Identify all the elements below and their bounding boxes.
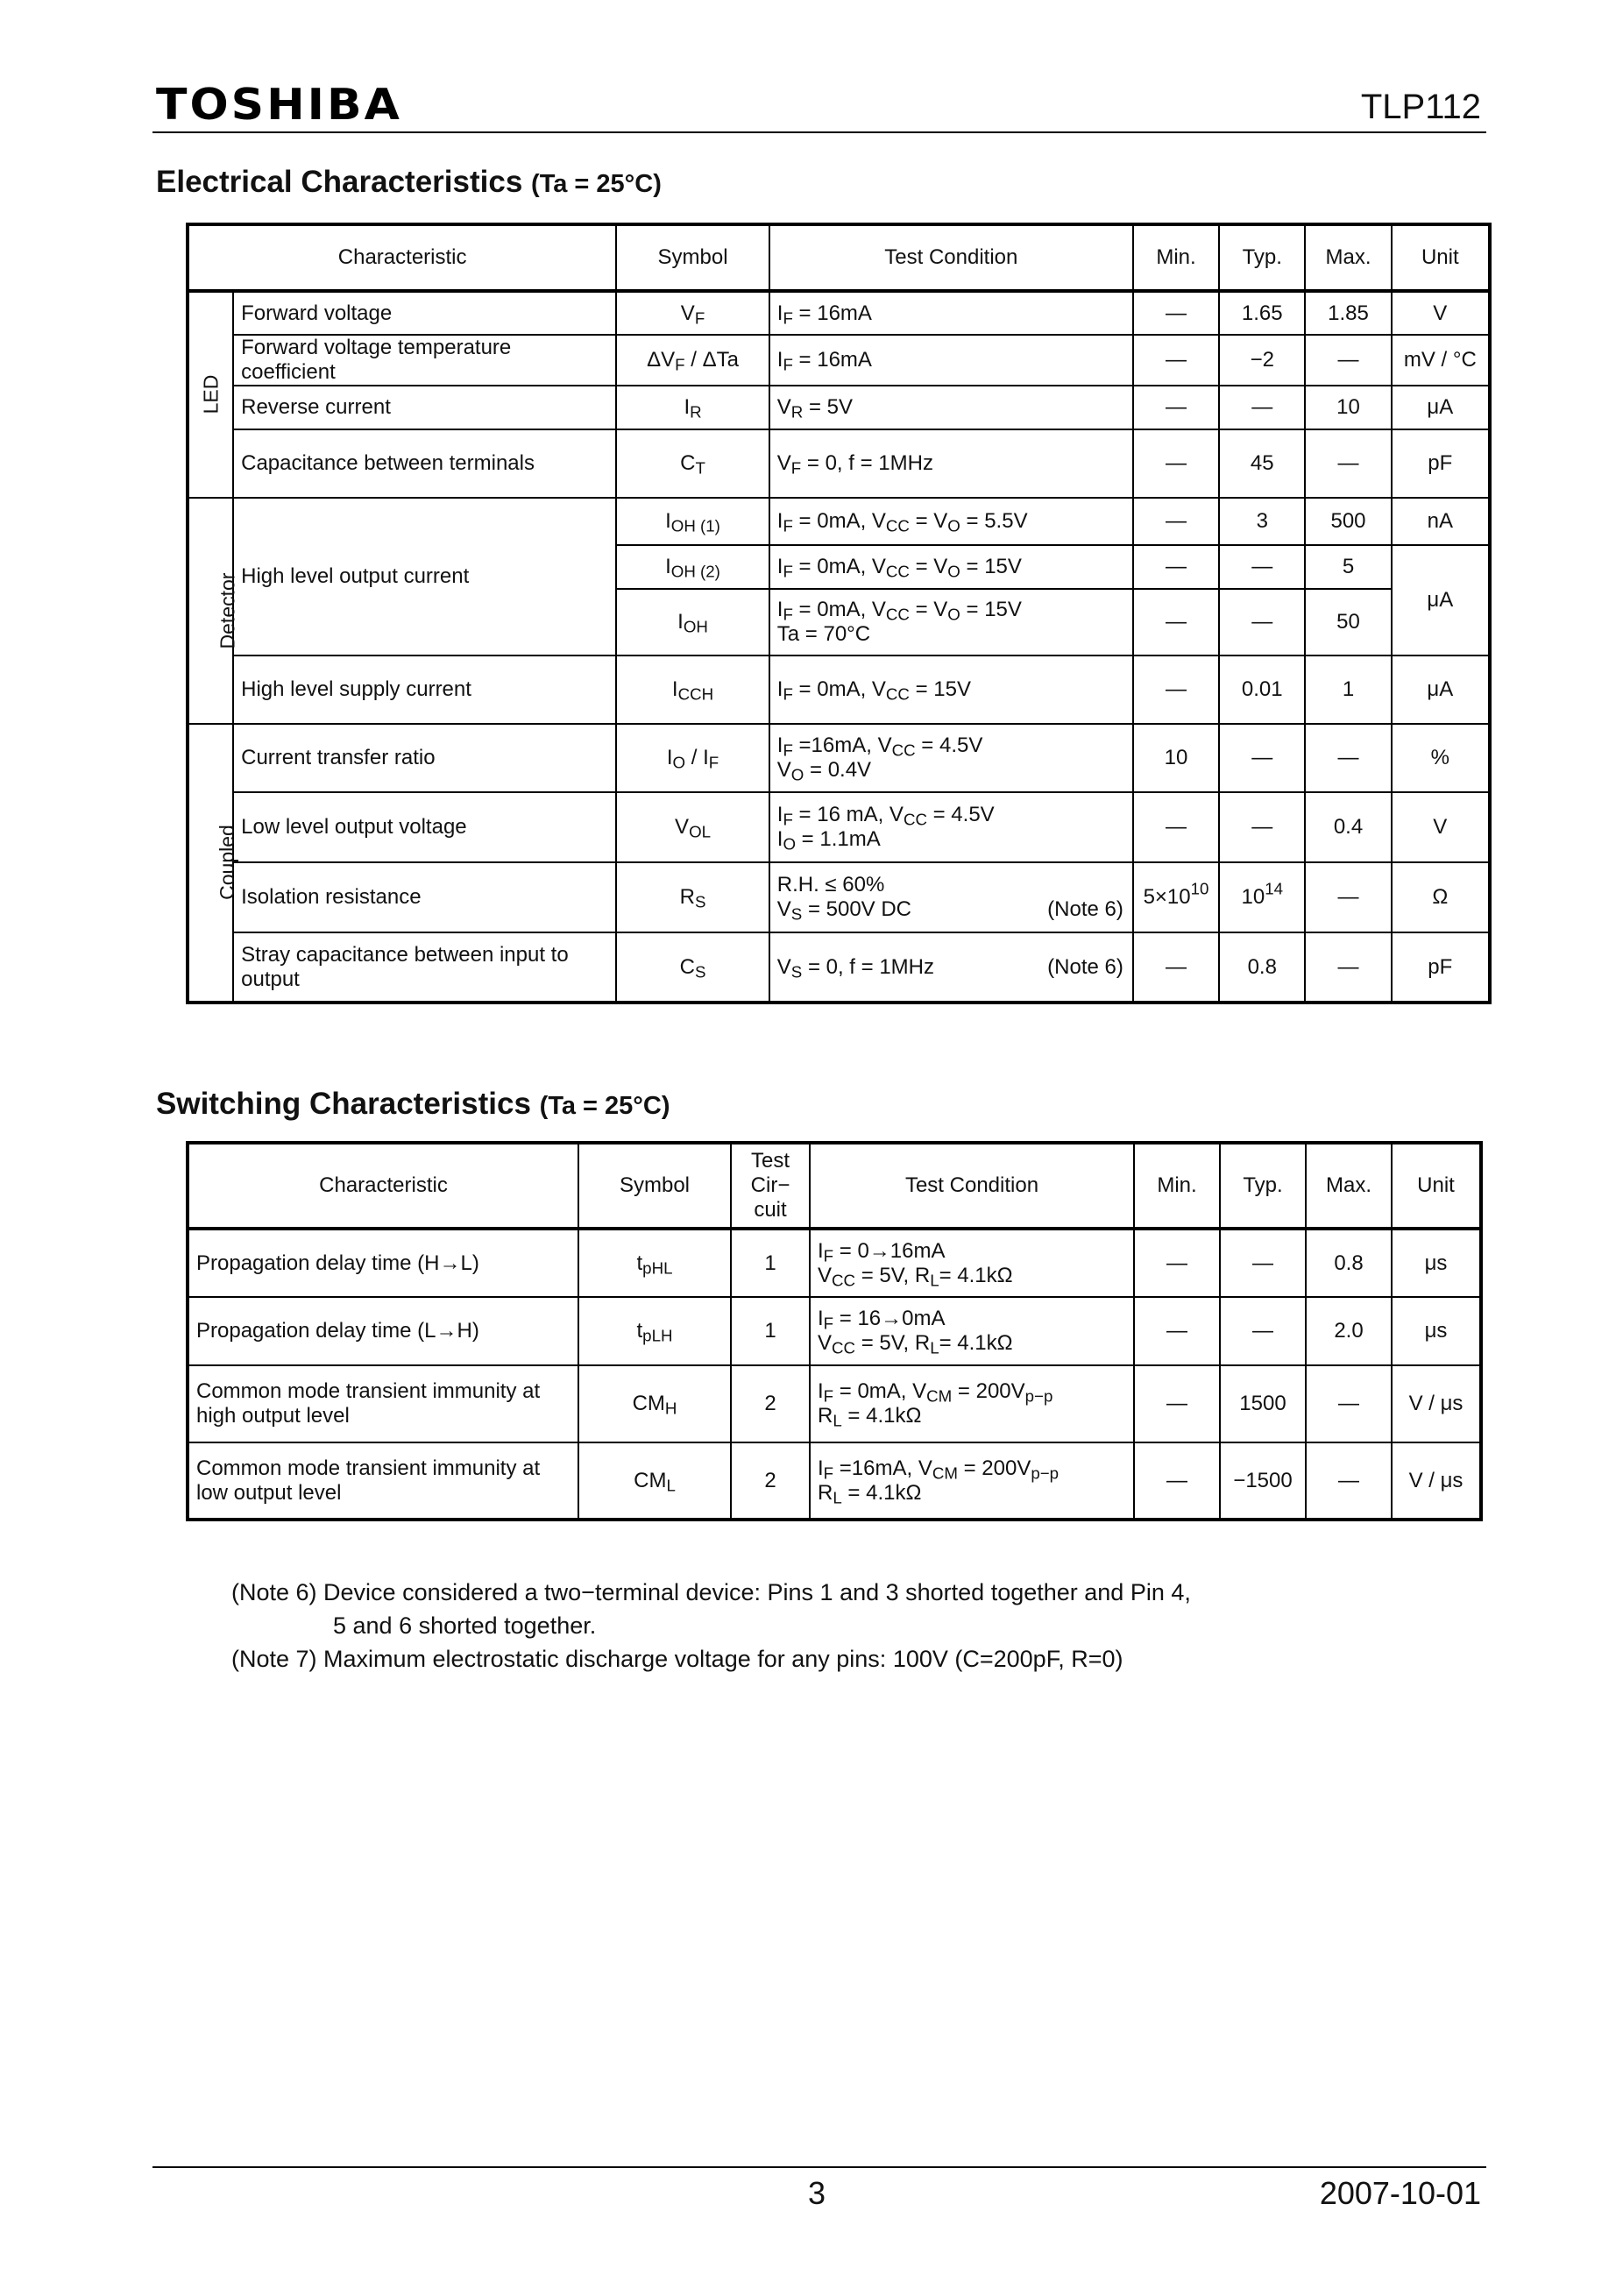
min-value: — bbox=[1133, 335, 1219, 386]
header-rule bbox=[152, 131, 1486, 133]
test-condition: $I_F = 0mA$, $V_{CC} = 15V$ bbox=[769, 655, 1133, 724]
group-detector-label: Detector bbox=[216, 572, 239, 648]
typ-value: — bbox=[1219, 589, 1305, 655]
unit: mV / °C bbox=[1392, 335, 1490, 386]
typ-value: 1.65 bbox=[1219, 291, 1305, 335]
min-value: — bbox=[1133, 386, 1219, 429]
test-condition: $I_F = 0mA$, $V_{CC} = V_O = 5.5V$ bbox=[769, 498, 1133, 545]
col-unit: Unit bbox=[1392, 224, 1490, 291]
min-value: — bbox=[1133, 545, 1219, 589]
symbol: $I_{CCH}$ bbox=[616, 655, 769, 724]
typ-value: 45 bbox=[1219, 429, 1305, 498]
test-circuit: 2 bbox=[731, 1365, 810, 1442]
min-value: — bbox=[1133, 792, 1219, 862]
symbol: $CM_H$ bbox=[578, 1365, 731, 1442]
char-name: High level supply current bbox=[233, 655, 616, 724]
test-condition: $I_F = 16mA$ bbox=[769, 291, 1133, 335]
table-header-row bbox=[188, 1143, 1481, 1229]
test-condition: $I_F = 16$ mA, $V_{CC} = 4.5V$ $I_O = 1.1mA$ bbox=[769, 792, 1133, 862]
group-coupled-label: Coupled bbox=[215, 825, 238, 900]
min-value: — bbox=[1133, 291, 1219, 335]
note-6-continued: 5 and 6 shorted together. bbox=[333, 1612, 597, 1639]
min-value: — bbox=[1134, 1442, 1220, 1520]
table-header-row bbox=[188, 224, 1490, 291]
max-value: — bbox=[1305, 862, 1391, 932]
min-value: — bbox=[1134, 1365, 1220, 1442]
typ-value: 0.8 bbox=[1219, 932, 1305, 1003]
table-row bbox=[188, 1297, 1481, 1365]
electrical-title-cond: (Ta = 25°C) bbox=[531, 170, 662, 198]
typ-value: 1500 bbox=[1220, 1365, 1306, 1442]
electrical-title bbox=[156, 163, 662, 203]
symbol: $R_S$ bbox=[616, 862, 769, 932]
max-value: 50 bbox=[1305, 589, 1391, 655]
col-typ: Typ. bbox=[1219, 224, 1305, 291]
electrical-title-text: Electrical Characteristics bbox=[156, 165, 523, 199]
symbol: $t_{pLH}$ bbox=[578, 1297, 731, 1365]
unit: % bbox=[1392, 724, 1490, 792]
symbol: $C_S$ bbox=[616, 932, 769, 1003]
unit: Ω bbox=[1392, 862, 1490, 932]
table-row bbox=[188, 429, 1490, 498]
test-condition: $I_F = 0mA$, $V_{CC} = V_O = 15V$ bbox=[769, 545, 1133, 589]
max-value: 10 bbox=[1305, 386, 1391, 429]
max-value: — bbox=[1305, 932, 1391, 1003]
notes bbox=[231, 1576, 1191, 1676]
symbol: $I_{OH (2)}$ bbox=[616, 545, 769, 589]
symbol: $V_F$ bbox=[616, 291, 769, 335]
max-value: 0.4 bbox=[1305, 792, 1391, 862]
note-ref: (Note 6) bbox=[1047, 954, 1123, 979]
max-value: 500 bbox=[1305, 498, 1391, 545]
unit: nA bbox=[1392, 498, 1490, 545]
table-row bbox=[188, 792, 1490, 862]
symbol: $V_{OL}$ bbox=[616, 792, 769, 862]
switching-title-cond: (Ta = 25°C) bbox=[539, 1092, 670, 1120]
note-ref: (Note 6) bbox=[1047, 897, 1123, 921]
unit: V / μs bbox=[1392, 1442, 1481, 1520]
table-row bbox=[188, 291, 1490, 335]
char-name: Low level output voltage bbox=[233, 792, 616, 862]
typ-value: 0.01 bbox=[1219, 655, 1305, 724]
min-value: — bbox=[1134, 1297, 1220, 1365]
typ-value: — bbox=[1219, 386, 1305, 429]
test-condition: $I_F = 16\to 0mA$ $V_{CC} = 5V$, $R_L= 4.1k\Omega$ bbox=[810, 1297, 1134, 1365]
unit: V bbox=[1392, 291, 1490, 335]
char-name: High level output current bbox=[233, 498, 616, 655]
electrical-table bbox=[186, 223, 1492, 1004]
table-row bbox=[188, 386, 1490, 429]
char-name: Isolation resistance bbox=[233, 862, 616, 932]
table-row bbox=[188, 335, 1490, 386]
test-condition: $V_F = 0$, f = 1MHz bbox=[769, 429, 1133, 498]
max-value: — bbox=[1306, 1442, 1392, 1520]
max-value: 1 bbox=[1305, 655, 1391, 724]
part-number: TLP112 bbox=[1360, 88, 1481, 126]
test-condition: $I_F = 0mA$, $V_{CM} = 200V_{p-p}$ $R_L = 4.1k\Omega$ bbox=[810, 1365, 1134, 1442]
col-unit: Unit bbox=[1392, 1143, 1481, 1229]
char-name: Forward voltage bbox=[233, 291, 616, 335]
symbol: $I_R$ bbox=[616, 386, 769, 429]
test-condition: $V_R = 5V$ bbox=[769, 386, 1133, 429]
typ-value: — bbox=[1220, 1297, 1306, 1365]
min-value: $5\times 10^{10}$ bbox=[1133, 862, 1219, 932]
max-value: 1.85 bbox=[1305, 291, 1391, 335]
unit: pF bbox=[1392, 932, 1490, 1003]
typ-value: — bbox=[1219, 545, 1305, 589]
unit: V bbox=[1392, 792, 1490, 862]
max-value: — bbox=[1305, 724, 1391, 792]
symbol: $I_O / I_F$ bbox=[616, 724, 769, 792]
max-value: 0.8 bbox=[1306, 1229, 1392, 1297]
toshiba-logo: TOSHIBA bbox=[156, 80, 402, 131]
test-condition: R.H. ≤ 60% $V_S = 500V$ DC (Note 6) bbox=[769, 862, 1133, 932]
col-characteristic: Characteristic bbox=[188, 224, 616, 291]
min-value: 10 bbox=[1133, 724, 1219, 792]
table-row bbox=[188, 862, 1490, 932]
document-date: 2007-10-01 bbox=[1319, 2175, 1481, 2211]
unit: V / μs bbox=[1392, 1365, 1481, 1442]
col-symbol: Symbol bbox=[616, 224, 769, 291]
col-test-condition: Test Condition bbox=[769, 224, 1133, 291]
test-circuit: 1 bbox=[731, 1229, 810, 1297]
col-characteristic: Characteristic bbox=[188, 1143, 578, 1229]
switching-table bbox=[186, 1141, 1483, 1521]
max-value: 5 bbox=[1305, 545, 1391, 589]
min-value: — bbox=[1133, 589, 1219, 655]
col-test-circuit: Test Cir− cuit bbox=[731, 1143, 810, 1229]
max-value: — bbox=[1305, 335, 1391, 386]
unit: μA bbox=[1392, 655, 1490, 724]
typ-value: — bbox=[1220, 1229, 1306, 1297]
test-condition: $I_F = 16mA$ bbox=[769, 335, 1133, 386]
min-value: — bbox=[1133, 498, 1219, 545]
test-condition: $I_F = 0mA$, $V_{CC} = V_O = 15V$ Ta = 70°C bbox=[769, 589, 1133, 655]
unit: pF bbox=[1392, 429, 1490, 498]
switching-title-text: Switching Characteristics bbox=[156, 1087, 531, 1121]
col-min: Min. bbox=[1133, 224, 1219, 291]
char-name: Common mode transient immunity at high output level bbox=[188, 1365, 578, 1442]
table-row bbox=[188, 932, 1490, 1003]
test-condition: $V_S = 0$, f = 1MHz (Note 6) bbox=[769, 932, 1133, 1003]
symbol: $CM_L$ bbox=[578, 1442, 731, 1520]
typ-value: — bbox=[1219, 792, 1305, 862]
group-coupled bbox=[188, 724, 238, 1003]
unit: μA bbox=[1392, 386, 1490, 429]
table-row bbox=[188, 1229, 1481, 1297]
table-row bbox=[188, 1442, 1481, 1520]
col-symbol: Symbol bbox=[578, 1143, 731, 1229]
char-name: Propagation delay time (L→H) bbox=[188, 1297, 578, 1365]
typ-value: — bbox=[1219, 724, 1305, 792]
unit: μs bbox=[1392, 1297, 1481, 1365]
typ-value: 3 bbox=[1219, 498, 1305, 545]
col-max: Max. bbox=[1306, 1143, 1392, 1229]
max-value: 2.0 bbox=[1306, 1297, 1392, 1365]
max-value: — bbox=[1305, 429, 1391, 498]
note-6: (Note 6) Device considered a two−terminal device: Pins 1 and 3 shorted together and Pin 4, bbox=[231, 1579, 1191, 1605]
col-typ: Typ. bbox=[1220, 1143, 1306, 1229]
col-test-condition: Test Condition bbox=[810, 1143, 1134, 1229]
max-value: — bbox=[1306, 1365, 1392, 1442]
table-row bbox=[188, 655, 1490, 724]
symbol: $I_{OH}$ bbox=[616, 589, 769, 655]
unit: μs bbox=[1392, 1229, 1481, 1297]
col-max: Max. bbox=[1305, 224, 1391, 291]
symbol: $\Delta V_F$ / ΔTa bbox=[616, 335, 769, 386]
char-name: Common mode transient immunity at low output level bbox=[188, 1442, 578, 1520]
char-name: Stray capacitance between input to output bbox=[233, 932, 616, 1003]
typ-value: −2 bbox=[1219, 335, 1305, 386]
symbol: $I_{OH (1)}$ bbox=[616, 498, 769, 545]
typ-value: $10^{14}$ bbox=[1219, 862, 1305, 932]
symbol: $C_T$ bbox=[616, 429, 769, 498]
note-7: (Note 7) Maximum electrostatic discharge voltage for any pins: 100V (C=200pF, R=0) bbox=[231, 1646, 1123, 1672]
table-row bbox=[188, 1365, 1481, 1442]
footer-rule bbox=[152, 2166, 1486, 2168]
char-name: Forward voltage temperature coefficient bbox=[233, 335, 616, 386]
unit: μA bbox=[1392, 545, 1490, 655]
min-value: — bbox=[1133, 429, 1219, 498]
char-name: Current transfer ratio bbox=[233, 724, 616, 792]
char-name: Reverse current bbox=[233, 386, 616, 429]
col-min: Min. bbox=[1134, 1143, 1220, 1229]
min-value: — bbox=[1133, 655, 1219, 724]
group-led-label: LED bbox=[199, 374, 223, 415]
char-name: Capacitance between terminals bbox=[233, 429, 616, 498]
symbol: $t_{pHL}$ bbox=[578, 1229, 731, 1297]
table-row bbox=[188, 498, 1490, 545]
group-led bbox=[188, 291, 233, 498]
test-condition: $I_F =16mA$, $V_{CM} = 200V_{p-p}$ $R_L = 4.1k\Omega$ bbox=[810, 1442, 1134, 1520]
test-circuit: 1 bbox=[731, 1297, 810, 1365]
min-value: — bbox=[1133, 932, 1219, 1003]
page-number: 3 bbox=[808, 2175, 826, 2211]
test-condition: $I_F =16mA$, $V_{CC} = 4.5V$ $V_O = 0.4V$ bbox=[769, 724, 1133, 792]
test-condition: $I_F = 0\to 16mA$ $V_{CC} = 5V$, $R_L= 4.1k\Omega$ bbox=[810, 1229, 1134, 1297]
min-value: — bbox=[1134, 1229, 1220, 1297]
table-row bbox=[188, 724, 1490, 792]
switching-title bbox=[156, 1085, 670, 1125]
typ-value: −1500 bbox=[1220, 1442, 1306, 1520]
group-detector bbox=[188, 498, 239, 724]
char-name: Propagation delay time (H→L) bbox=[188, 1229, 578, 1297]
test-circuit: 2 bbox=[731, 1442, 810, 1520]
